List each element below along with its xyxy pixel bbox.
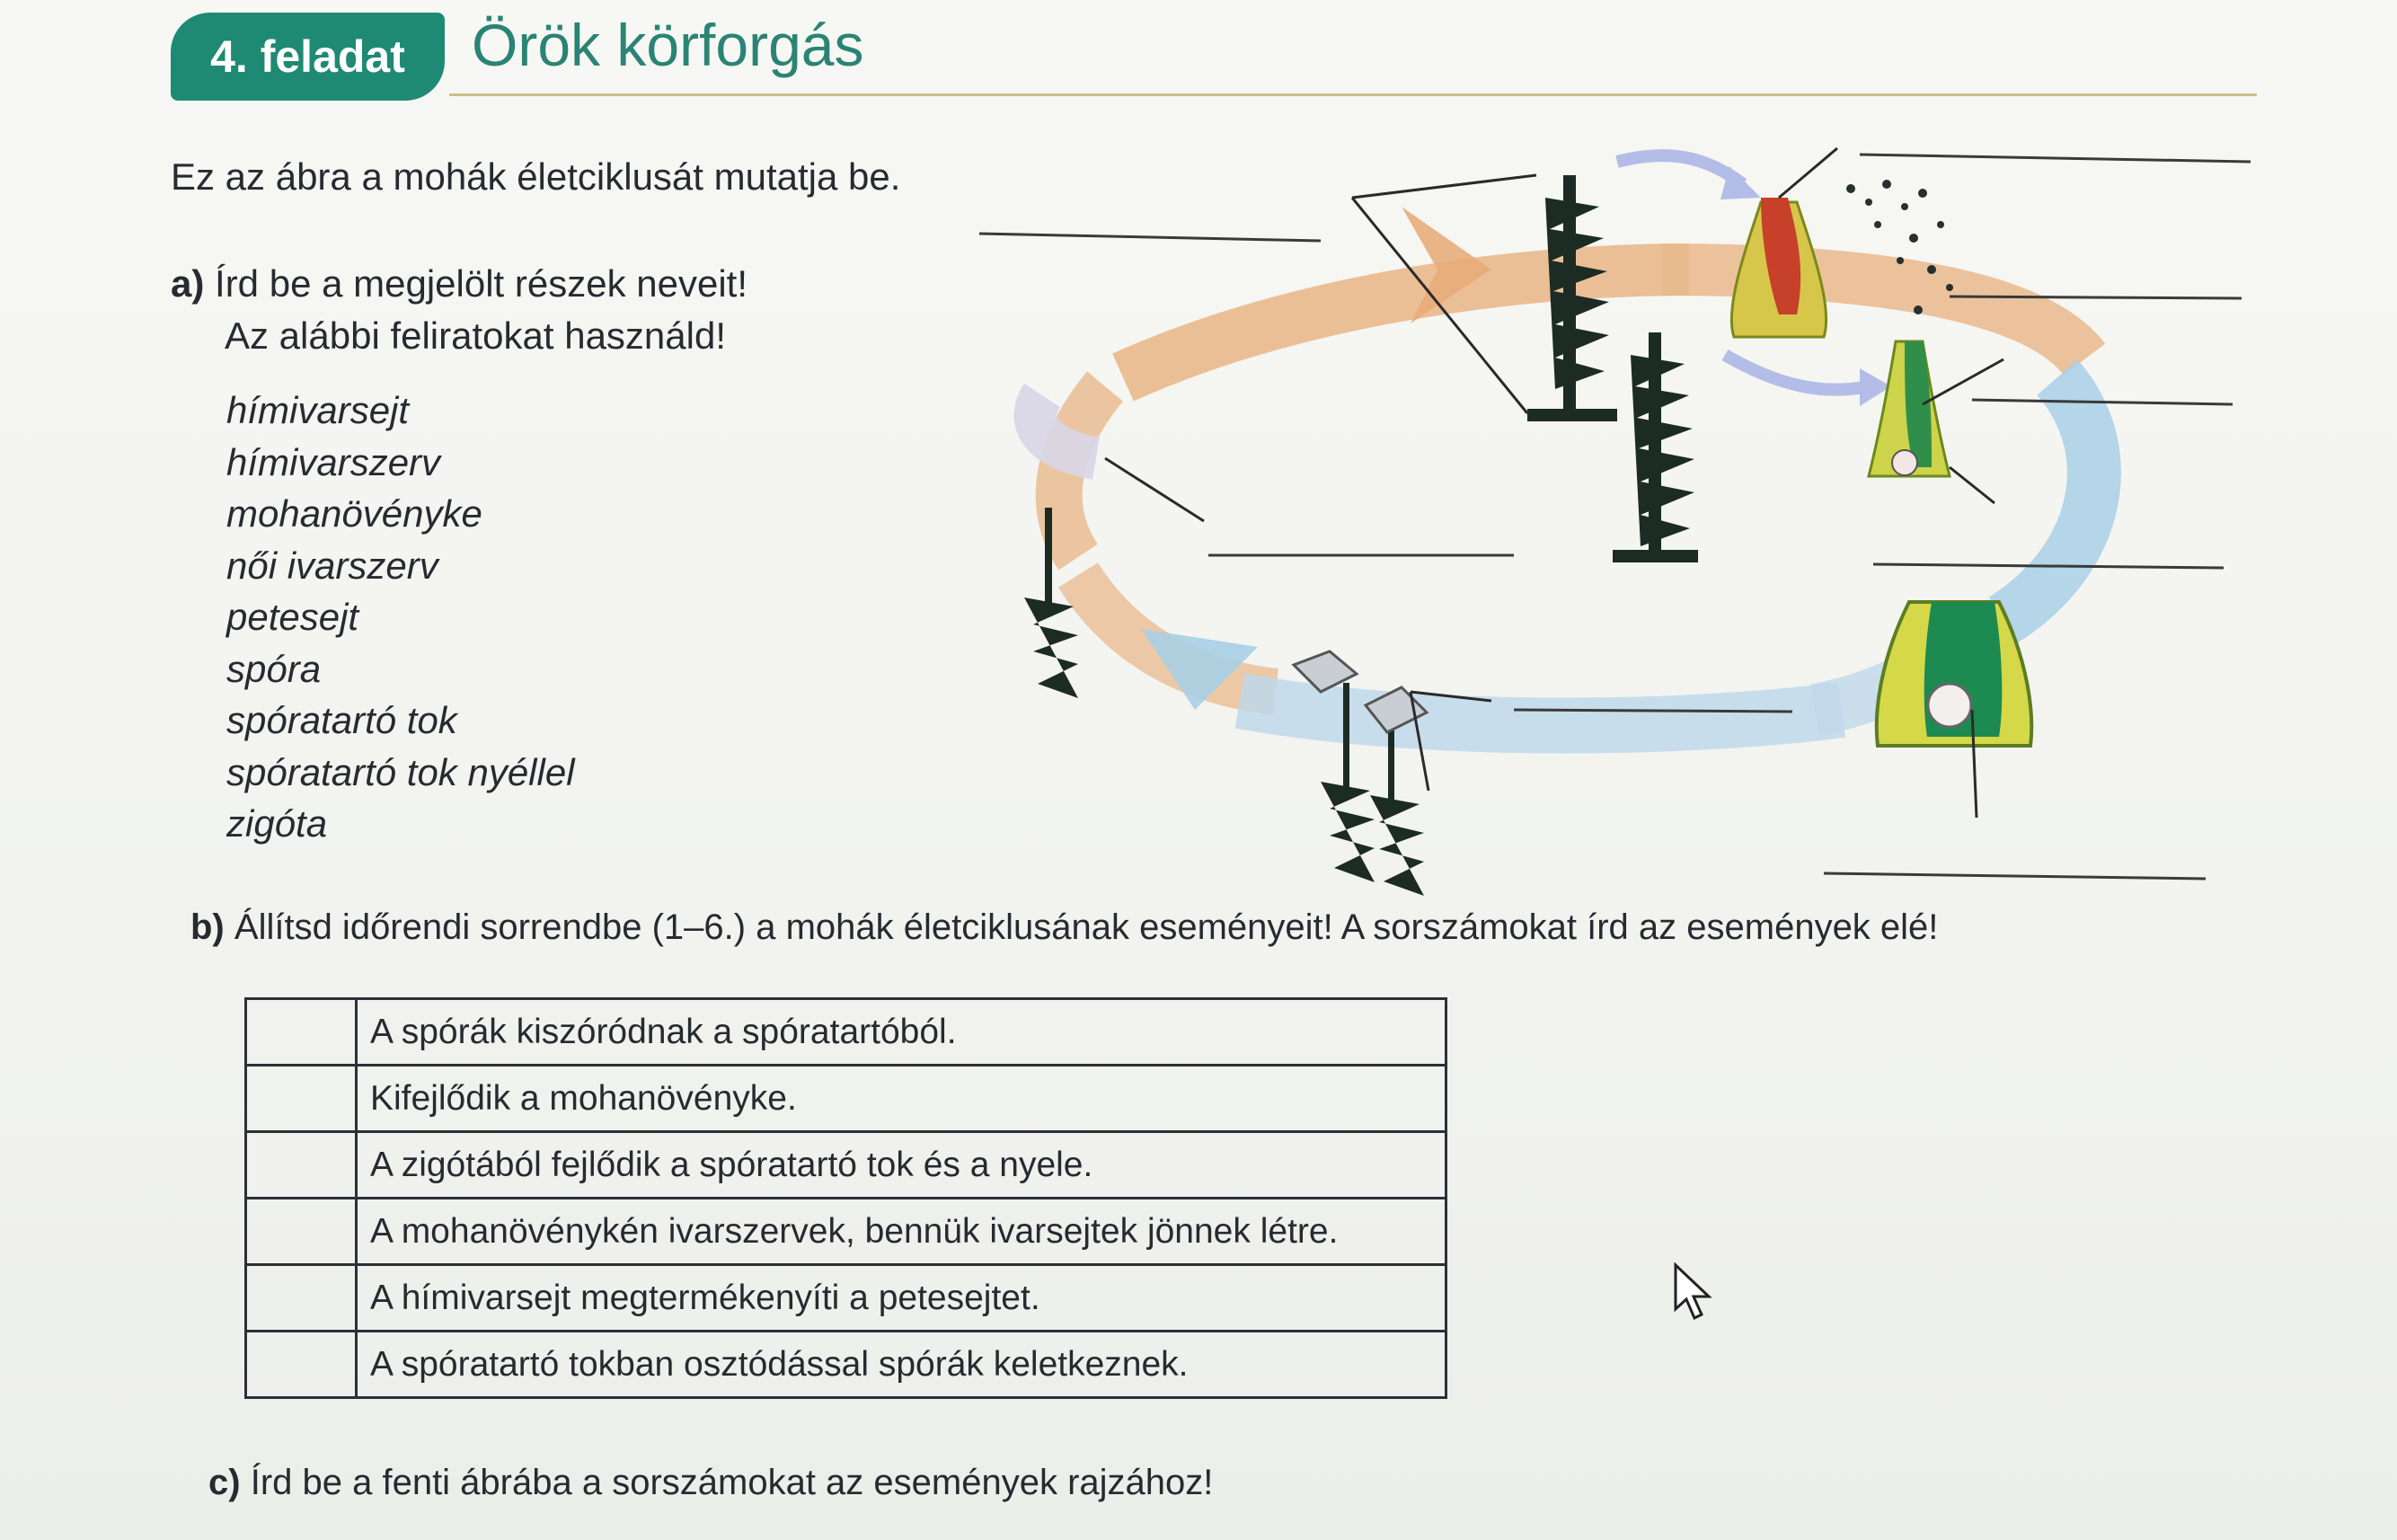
- task-number-badge: 4. feladat: [171, 13, 445, 101]
- order-number-cell[interactable]: [246, 999, 357, 1066]
- table-row: [246, 1066, 1446, 1132]
- event-text-cell: Kifejlődik a mohanövényke.: [357, 1066, 1446, 1132]
- task-b-text: Állítsd időrendi sorrendbe (1–6.) a mohák életciklusának eseményeit! A sorszámokat írd az események elé!: [234, 907, 1939, 947]
- table-row: [246, 1199, 1446, 1265]
- label-word: spóra: [226, 647, 322, 690]
- event-text-cell: A hímivarsejt megtermékenyíti a petesejtet.: [357, 1265, 1446, 1332]
- task-c-letter: c): [208, 1463, 241, 1502]
- label-word: spóratartó tok: [226, 699, 457, 741]
- task-title: Örök körforgás: [472, 12, 864, 78]
- task-c-question: [208, 1463, 1213, 1503]
- order-number-cell[interactable]: [246, 1332, 357, 1398]
- label-word: zigóta: [226, 802, 328, 845]
- label-word: hímivarsejt: [226, 389, 410, 431]
- intro-text: Ez az ábra a mohák életciklusát mutatja be.: [171, 155, 901, 198]
- table-row: [246, 999, 1446, 1066]
- task-b-question: [190, 907, 1938, 948]
- table-row: [246, 1132, 1446, 1199]
- order-number-cell[interactable]: [246, 1265, 357, 1332]
- event-text-cell: A mohanövénykén ivarszervek, bennük ivarsejtek jönnek létre.: [357, 1199, 1446, 1265]
- table-row: [246, 1332, 1446, 1398]
- label-word: mohanövényke: [226, 492, 482, 535]
- task-c-text: Írd be a fenti ábrába a sorszámokat az események rajzához!: [250, 1463, 1214, 1502]
- event-text-cell: A spóratartó tokban osztódással spórák keletkeznek.: [357, 1332, 1446, 1398]
- label-word: spóratartó tok nyéllel: [226, 750, 575, 793]
- order-number-cell[interactable]: [246, 1066, 357, 1132]
- event-text-cell: A spórák kiszóródnak a spóratartóból.: [357, 999, 1446, 1066]
- order-number-cell[interactable]: [246, 1199, 357, 1265]
- label-word: női ivarszerv: [226, 544, 438, 587]
- order-number-cell[interactable]: [246, 1132, 357, 1199]
- event-text-cell: A zigótából fejlődik a spóratartó tok és a nyele.: [357, 1132, 1446, 1199]
- mouse-cursor-icon: [1673, 1262, 1714, 1322]
- task-a-letter: a): [171, 262, 205, 305]
- event-order-table: [244, 997, 1447, 1399]
- label-word: petesejt: [226, 596, 359, 638]
- task-b-letter: b): [190, 907, 225, 947]
- table-row: [246, 1265, 1446, 1332]
- task-a-text: Írd be a megjelölt részek neveit!: [215, 262, 747, 305]
- task-a-subtext: Az alábbi feliratokat használd!: [225, 314, 726, 357]
- label-word: hímivarszerv: [226, 440, 441, 483]
